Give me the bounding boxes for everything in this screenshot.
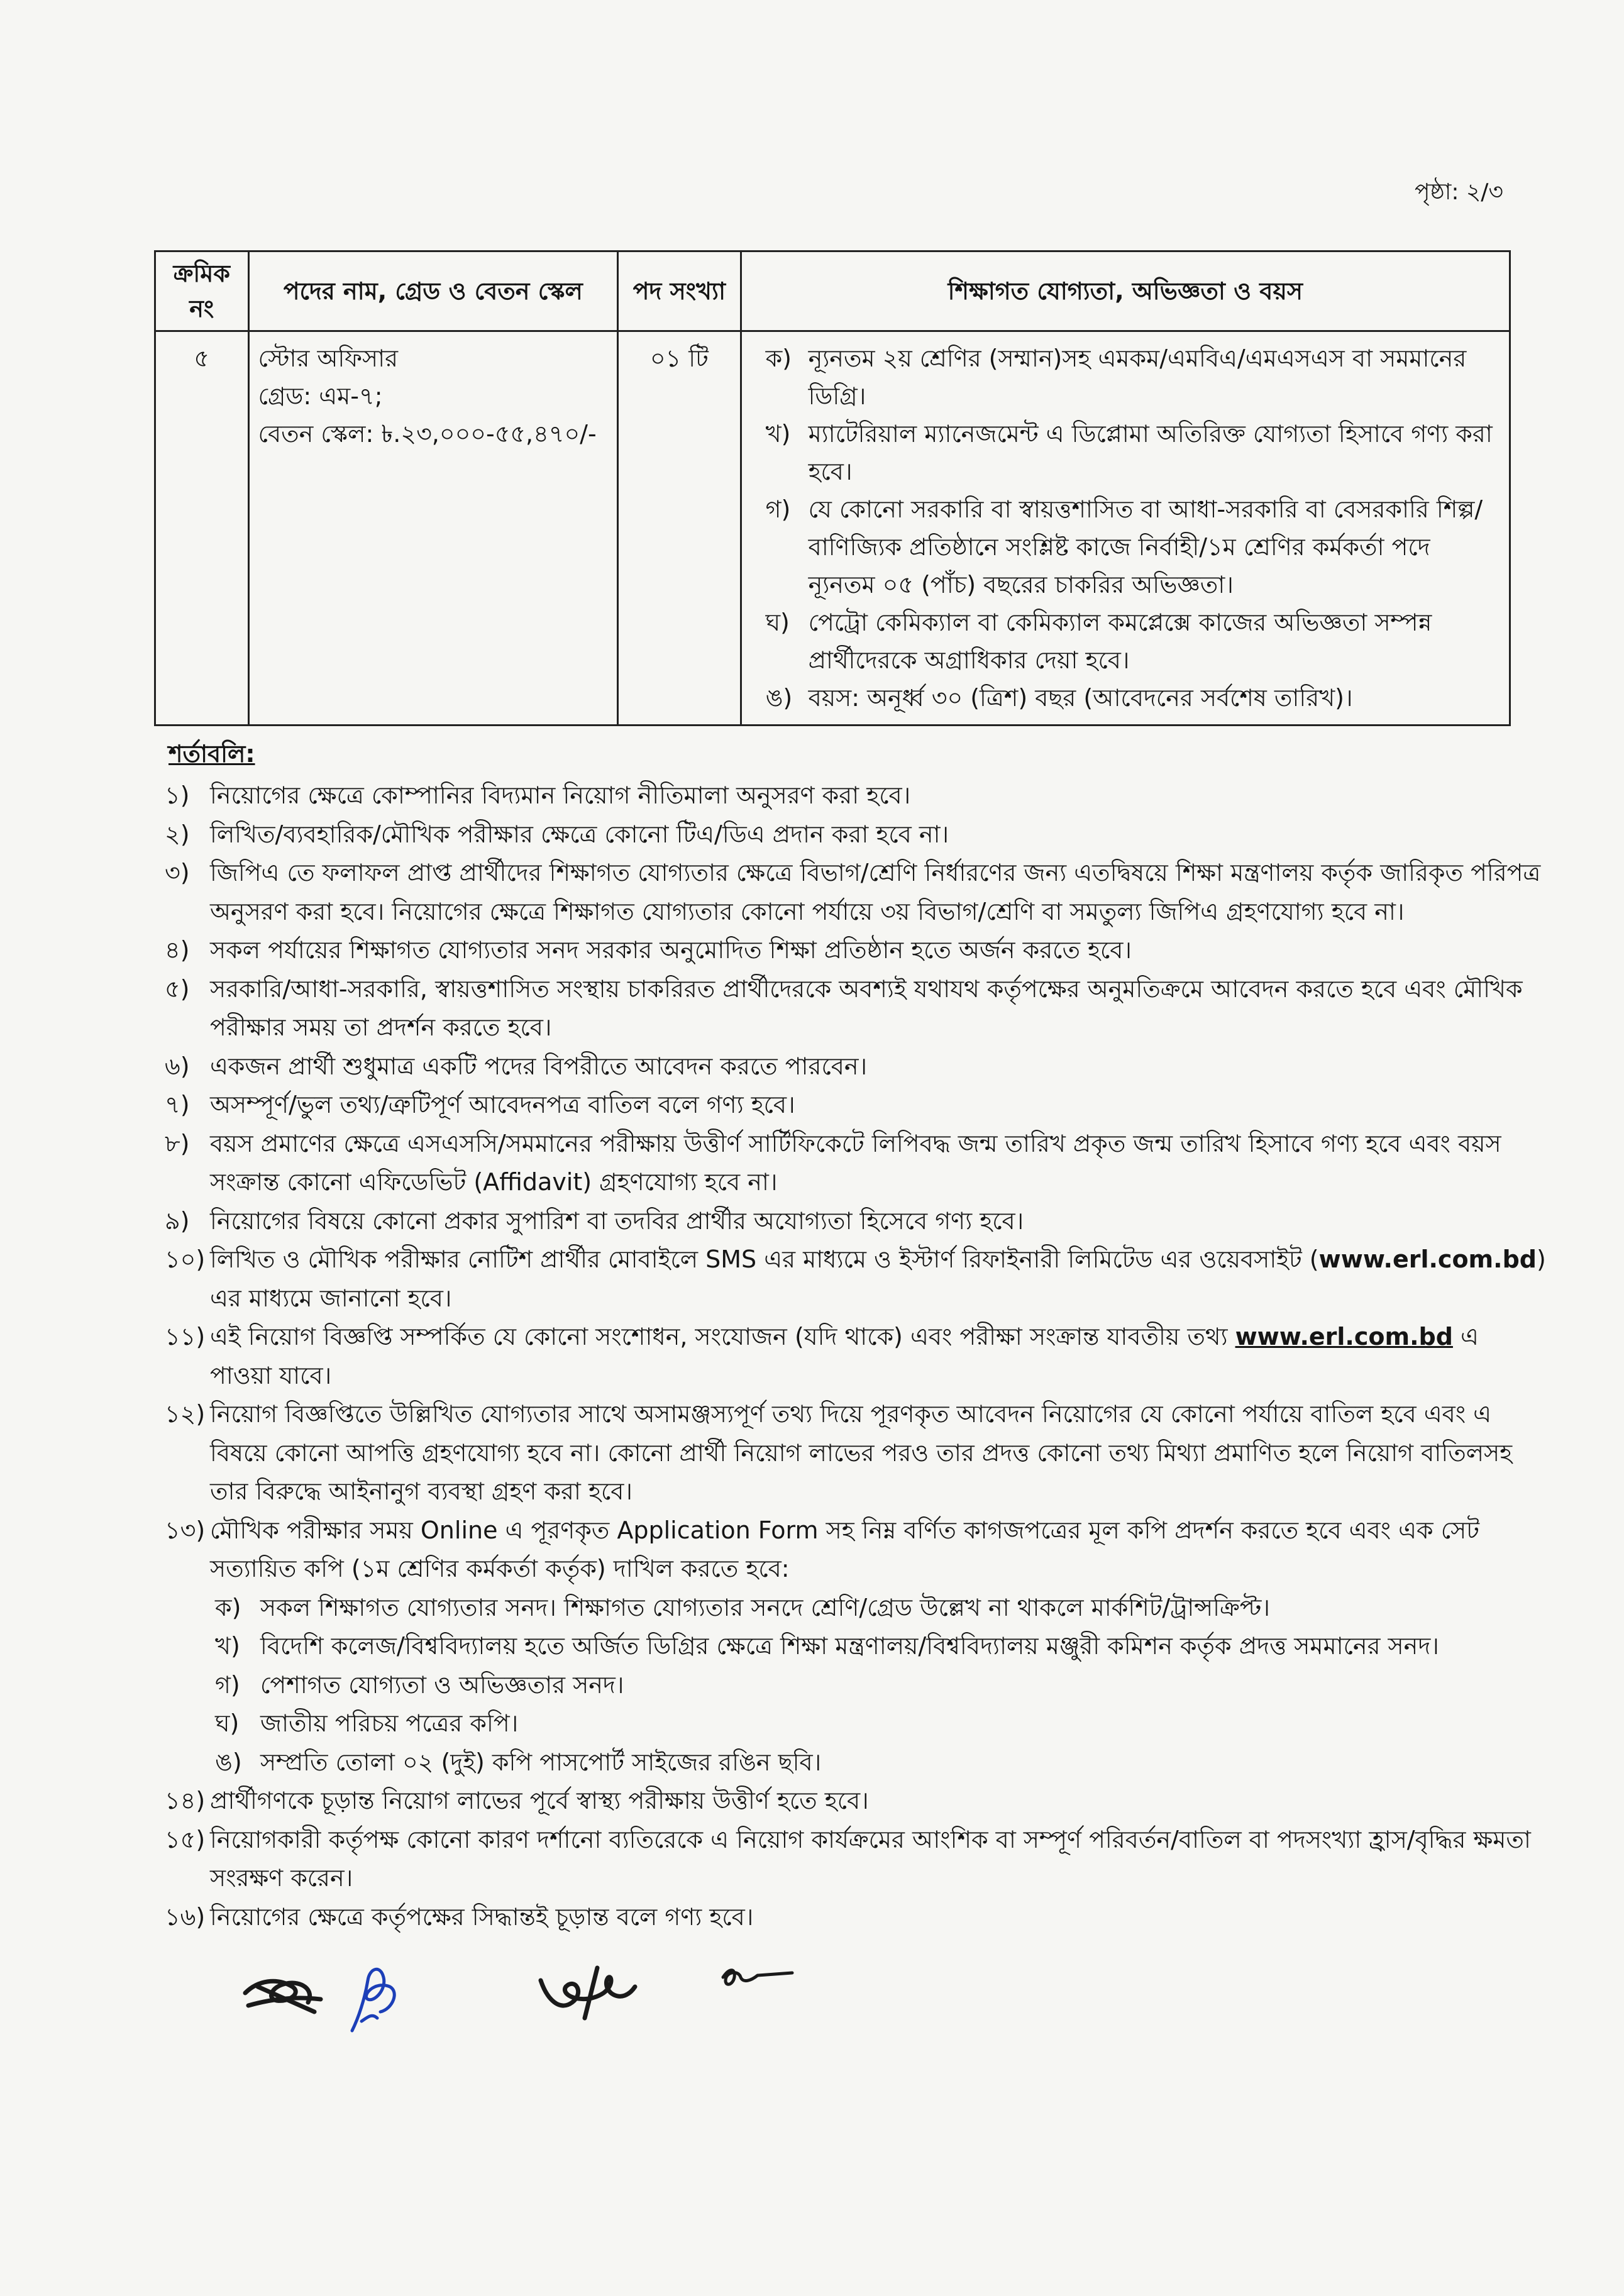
term-number: ৪) <box>165 936 190 964</box>
document-item <box>165 1704 1548 1743</box>
term-item <box>165 1395 1548 1511</box>
document-text: পেশাগত যোগ্যতা ও অভিজ্ঞতার সনদ। <box>260 1670 624 1699</box>
term-number: ৯) <box>165 1206 190 1235</box>
term-item <box>165 1086 1548 1125</box>
term-text: অসম্পূর্ণ/ভুল তথ্য/ত্রুটিপূর্ণ আবেদনপত্র বাতিল বলে গণ্য হবে। <box>210 1091 795 1118</box>
terms-heading: শর্তাবলি: <box>168 740 255 768</box>
term-item <box>165 1047 1548 1086</box>
term-item <box>165 1240 1548 1318</box>
website-link[interactable]: www.erl.com.bd <box>1318 1245 1537 1273</box>
signature-marks <box>233 1943 861 2043</box>
qualification-item <box>751 679 1500 717</box>
term-text: নিয়োগের ক্ষেত্রে কর্তৃপক্ষের সিদ্ধান্তই চূড়ান্ত বলে গণ্য হবে। <box>210 1902 754 1931</box>
term-text: সকল পর্যায়ের শিক্ষাগত যোগ্যতার সনদ সরকার অনুমোদিত শিক্ষা প্রতিষ্ঠান হতে অর্জন করতে হবে। <box>210 936 1132 964</box>
term-item <box>165 1898 1548 1937</box>
qualification-item <box>751 604 1500 679</box>
term-number: ১১) <box>165 1323 206 1350</box>
term-text-part: মৌখিক পরীক্ষার সময় Online এ পূরণকৃত Application Form সহ নিম্ন বর্ণিত কাগজপত্রের মূল কপি প্রদর্শন করতে হবে এবং এক সেট সত্যায়িত কপি (১ম শ্রেণির কর্মকর্তা কর্তৃক) দাখিল করতে হবে: <box>210 1516 1479 1582</box>
term-text: জিপিএ তে ফলাফল প্রাপ্ত প্রার্থীদের শিক্ষাগত যোগ্যতার ক্ষেত্রে বিভাগ/শ্রেণি নির্ধারণের জন্য এতদ্বিষয়ে শিক্ষা মন্ত্রণালয় কর্তৃক জারিকৃত পরিপত্র অনুসরণ করা হবে। নিয়োগের ক্ষেত্রে শিক্ষাগত যোগ্যতার কোনো পর্যায়ে ৩য় বিভাগ/শ্রেণি বা সমতুল্য জিপিএ গ্রহণযোগ্য হবে না। <box>210 859 1541 925</box>
term-text <box>210 1318 1548 1395</box>
header-post: পদের নাম, গ্রেড ও বেতন স্কেল <box>248 251 618 331</box>
qualification-label: ঙ) <box>765 684 793 712</box>
signature-4 <box>723 1970 792 1985</box>
cell-serial: ৫ <box>155 331 249 726</box>
term-item <box>165 970 1548 1047</box>
term-item <box>165 815 1548 854</box>
qualification-label: ঘ) <box>765 609 790 636</box>
term-number: ৬) <box>165 1052 190 1080</box>
term-item <box>165 1125 1548 1202</box>
signature-2 <box>352 1969 394 2031</box>
term-text: নিয়োগকারী কর্তৃপক্ষ কোনো কারণ দর্শানো ব্যতিরেকে এ নিয়োগ কার্যক্রমের আংশিক বা সম্পূর্ণ পরিবর্তন/বাতিল বা পদসংখ্যা হ্রাস/বৃদ্ধির ক্ষমতা সংরক্ষণ করেন। <box>210 1825 1531 1892</box>
term-number: ৮) <box>165 1129 190 1157</box>
signature-3 <box>541 1968 635 2018</box>
document-text: জাতীয় পরিচয় পত্রের কপি। <box>260 1709 519 1737</box>
term-text: সরকারি/আধা-সরকারি, স্বায়ত্তশাসিত সংস্থায় চাকরিরত প্রার্থীদেরকে অবশ্যই যথাযথ কর্তৃপক্ষের অনুমতিক্রমে আবেদন করতে হবে এবং মৌখিক পরীক্ষার সময় তা প্রদর্শন করতে হবে। <box>210 974 1523 1041</box>
document-text: সম্প্রতি তোলা ০২ (দুই) কপি পাসপোর্ট সাইজের রঙিন ছবি। <box>260 1748 822 1776</box>
qualification-text: যে কোনো সরকারি বা স্বায়ত্তশাসিত বা আধা-সরকারি বা বেসরকারি শিল্প/ বাণিজ্যিক প্রতিষ্ঠানে সংশ্লিষ্ট কাজে নির্বাহী/১ম শ্রেণির কর্মকর্তা পদে ন্যূনতম ০৫ (পাঁচ) বছরের চাকরির অভিজ্ঞতা। <box>808 495 1483 599</box>
term-text-part: এই নিয়োগ বিজ্ঞপ্তি সম্পর্কিত যে কোনো সংশোধন, সংযোজন (যদি থাকে) এবং পরীক্ষা সংক্রান্ত যাবতীয় তথ্য <box>210 1323 1235 1350</box>
term-text-part: লিখিত ও মৌখিক পরীক্ষার নোটিশ প্রার্থীর মোবাইলে SMS এর মাধ্যমে ও ইস্টার্ণ রিফাইনারী লিমিটেড এর ওয়েবসাইট ( <box>210 1245 1319 1273</box>
term-text <box>210 1511 1548 1782</box>
cell-qualification <box>741 331 1510 726</box>
qualification-item <box>751 339 1500 415</box>
term-number: ৭) <box>165 1091 190 1118</box>
qualification-text: ম্যাটেরিয়াল ম্যানেজমেন্ট এ ডিপ্লোমা অতিরিক্ত যোগ্যতা হিসাবে গণ্য করা হবে। <box>808 420 1493 485</box>
terms-list <box>165 776 1548 1936</box>
document-label: ক) <box>215 1593 241 1621</box>
header-serial: ক্রমিক নং <box>155 251 249 331</box>
term-item <box>165 1318 1548 1395</box>
term-item <box>165 1202 1548 1241</box>
page-number: পৃষ্ঠা: ২/৩ <box>1415 179 1503 205</box>
document-list <box>165 1589 1548 1782</box>
qualification-item <box>751 415 1500 490</box>
term-number: ১০) <box>165 1245 206 1273</box>
signatures <box>233 1943 861 2043</box>
table-header-row <box>155 251 1510 331</box>
document-label: ঙ) <box>215 1748 242 1776</box>
term-text: নিয়োগ বিজ্ঞপ্তিতে উল্লিখিত যোগ্যতার সাথে অসামঞ্জস্যপূর্ণ তথ্য দিয়ে পূরণকৃত আবেদন নিয়োগের যে কোনো পর্যায়ে বাতিল হবে এবং এ বিষয়ে কোনো আপত্তি গ্রহণযোগ্য হবে না। কোনো প্রার্থী নিয়োগ লাভের পরও তার প্রদত্ত কোনো তথ্য মিথ্যা প্রমাণিত হলে নিয়োগ বাতিলসহ তার বিরুদ্ধে আইনানুগ ব্যবস্থা গ্রহণ করা হবে। <box>210 1400 1513 1505</box>
term-number: ১৬) <box>165 1902 206 1931</box>
document-label: গ) <box>215 1670 240 1699</box>
term-number: ১৩) <box>165 1516 206 1544</box>
document-item <box>165 1589 1548 1628</box>
document-text: সকল শিক্ষাগত যোগ্যতার সনদ। শিক্ষাগত যোগ্যতার সনদে শ্রেণি/গ্রেড উল্লেখ না থাকলে মার্কশিট/ট্রান্সক্রিপ্ট। <box>260 1593 1270 1621</box>
term-number: ২) <box>165 820 190 848</box>
qualification-label: খ) <box>765 420 791 448</box>
document-label: ঘ) <box>215 1709 240 1737</box>
document-item <box>165 1627 1548 1666</box>
header-count: পদ সংখ্যা <box>618 251 741 331</box>
term-item <box>165 1821 1548 1898</box>
term-text: একজন প্রার্থী শুধুমাত্র একটি পদের বিপরীতে আবেদন করতে পারবেন। <box>210 1052 868 1080</box>
qualification-text: বয়স: অনূর্ধ্ব ৩০ (ত্রিশ) বছর (আবেদনের সর্বশেষ তারিখ)। <box>808 684 1353 712</box>
post-pay-scale: বেতন স্কেল: ৳.২৩,০০০-৫৫,৪৭০/- <box>258 420 597 448</box>
term-item <box>165 776 1548 815</box>
term-item <box>165 1511 1548 1782</box>
cell-post <box>248 331 618 726</box>
table-row <box>155 331 1510 726</box>
qualification-label: গ) <box>765 495 791 523</box>
term-item <box>165 854 1548 931</box>
post-grade: গ্রেড: এম-৭; <box>258 382 383 410</box>
term-number: ১৪) <box>165 1787 206 1814</box>
qualification-text: ন্যূনতম ২য় শ্রেণির (সম্মান)সহ এমকম/এমবিএ/এমএসএস বা সমমানের ডিগ্রি। <box>808 345 1467 410</box>
document-label: খ) <box>215 1632 240 1660</box>
term-text: নিয়োগের ক্ষেত্রে কোম্পানির বিদ্যমান নিয়োগ নীতিমালা অনুসরণ করা হবে। <box>210 781 911 809</box>
qualification-text: পেট্রো কেমিক্যাল বা কেমিক্যাল কমপ্লেক্সে কাজের অভিজ্ঞতা সম্পন্ন প্রার্থীদেরকে অগ্রাধিকার দেয়া হবে। <box>808 609 1432 674</box>
document-text: বিদেশি কলেজ/বিশ্ববিদ্যালয় হতে অর্জিত ডিগ্রির ক্ষেত্রে শিক্ষা মন্ত্রণালয়/বিশ্ববিদ্যালয় মঞ্জুরী কমিশন কর্তৃক প্রদত্ত সমমানের সনদ। <box>260 1632 1439 1660</box>
term-number: ১২) <box>165 1400 206 1428</box>
qualification-label: ক) <box>765 345 792 372</box>
term-number: ৫) <box>165 974 190 1003</box>
term-item <box>165 1782 1548 1821</box>
term-item <box>165 931 1548 970</box>
header-qualification: শিক্ষাগত যোগ্যতা, অভিজ্ঞতা ও বয়স <box>741 251 1510 331</box>
term-text-part: ) এর মাধ্যমে জানানো হবে। <box>210 1245 1546 1312</box>
document-item <box>165 1666 1548 1705</box>
post-name: স্টোর অফিসার <box>258 345 399 372</box>
website-link[interactable]: www.erl.com.bd <box>1235 1323 1453 1350</box>
term-number: ১৫) <box>165 1825 206 1853</box>
posts-table <box>154 250 1511 726</box>
document-item <box>165 1743 1548 1782</box>
term-text <box>210 1240 1548 1318</box>
term-number: ৩) <box>165 859 190 886</box>
term-text: লিখিত/ব্যবহারিক/মৌখিক পরীক্ষার ক্ষেত্রে কোনো টিএ/ডিএ প্রদান করা হবে না। <box>210 820 949 848</box>
term-text: বয়স প্রমাণের ক্ষেত্রে এসএসসি/সমমানের পরীক্ষায় উত্তীর্ণ সার্টিফিকেটে লিপিবদ্ধ জন্ম তারিখ প্রকৃত জন্ম তারিখ হিসাবে গণ্য হবে এবং বয়স সংক্রান্ত কোনো এফিডেভিট (Affidavit) গ্রহণযোগ্য হবে না। <box>210 1129 1501 1196</box>
signature-1 <box>245 1981 321 2012</box>
cell-count: ০১ টি <box>618 331 741 726</box>
qualification-item <box>751 490 1500 604</box>
term-text-part: এ পাওয়া যাবে। <box>210 1323 1479 1389</box>
term-number: ১) <box>165 781 190 809</box>
term-text: নিয়োগের বিষয়ে কোনো প্রকার সুপারিশ বা তদবির প্রার্থীর অযোগ্যতা হিসেবে গণ্য হবে। <box>210 1206 1024 1235</box>
term-text: প্রার্থীগণকে চূড়ান্ত নিয়োগ লাভের পূর্বে স্বাস্থ্য পরীক্ষায় উত্তীর্ণ হতে হবে। <box>210 1787 869 1814</box>
